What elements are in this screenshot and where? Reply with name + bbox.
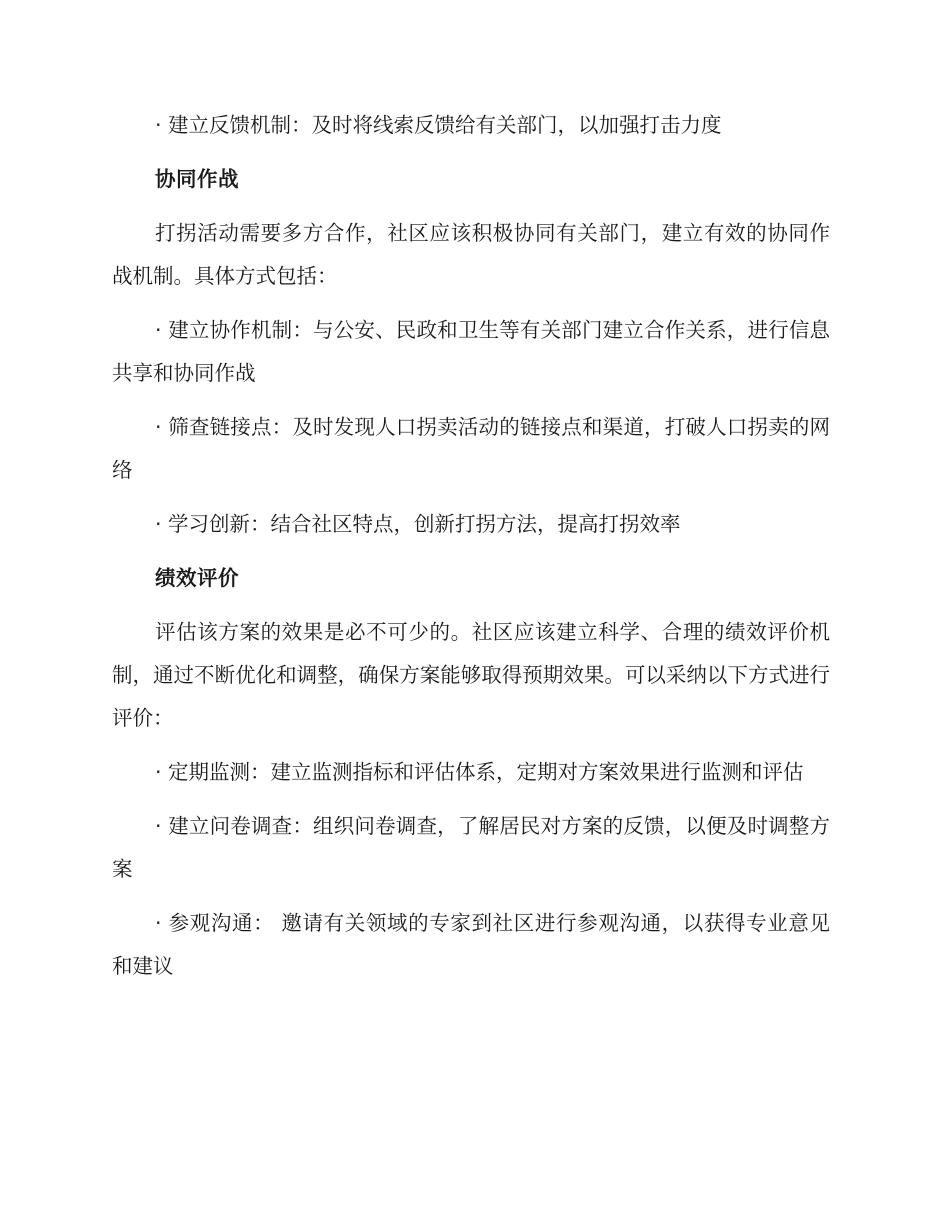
paragraph-evaluation-intro: 评估该方案的效果是必不可少的。社区应该建立科学、合理的绩效评价机制，通过不断优化和调整，确保方案能够取得预期效果。可以采纳以下方式进行评价： bbox=[112, 620, 830, 730]
bullet-cooperation-mechanism: · 建立协作机制：与公安、民政和卫生等有关部门建立合作关系，进行信息共享和协同作战 bbox=[112, 318, 830, 385]
bullet-feedback-mechanism: · 建立反馈机制：及时将线索反馈给有关部门，以加强打击力度 bbox=[155, 113, 722, 137]
bullet-questionnaire-survey: · 建立问卷调查：组织问卷调查，了解居民对方案的反馈，以便及时调整方案 bbox=[112, 814, 830, 881]
bullet-screen-links: · 筛查链接点：及时发现人口拐卖活动的链接点和渠道，打破人口拐卖的网络 bbox=[112, 415, 830, 482]
paragraph-coordination-intro: 打拐活动需要多方合作，社区应该积极协同有关部门，建立有效的协同作战机制。具体方式包括： bbox=[112, 221, 830, 288]
bullet-visit-communication: · 参观沟通： 邀请有关领域的专家到社区进行参观沟通，以获得专业意见和建议 bbox=[112, 911, 830, 978]
bullet-regular-monitoring: · 定期监测：建立监测指标和评估体系，定期对方案效果进行监测和评估 bbox=[155, 760, 804, 784]
section-heading-coordination: 协同作战 bbox=[155, 167, 239, 191]
bullet-learning-innovation: · 学习创新：结合社区特点，创新打拐方法，提高打拐效率 bbox=[155, 512, 681, 536]
document-body bbox=[112, 104, 830, 988]
section-heading-evaluation: 绩效评价 bbox=[155, 566, 239, 590]
